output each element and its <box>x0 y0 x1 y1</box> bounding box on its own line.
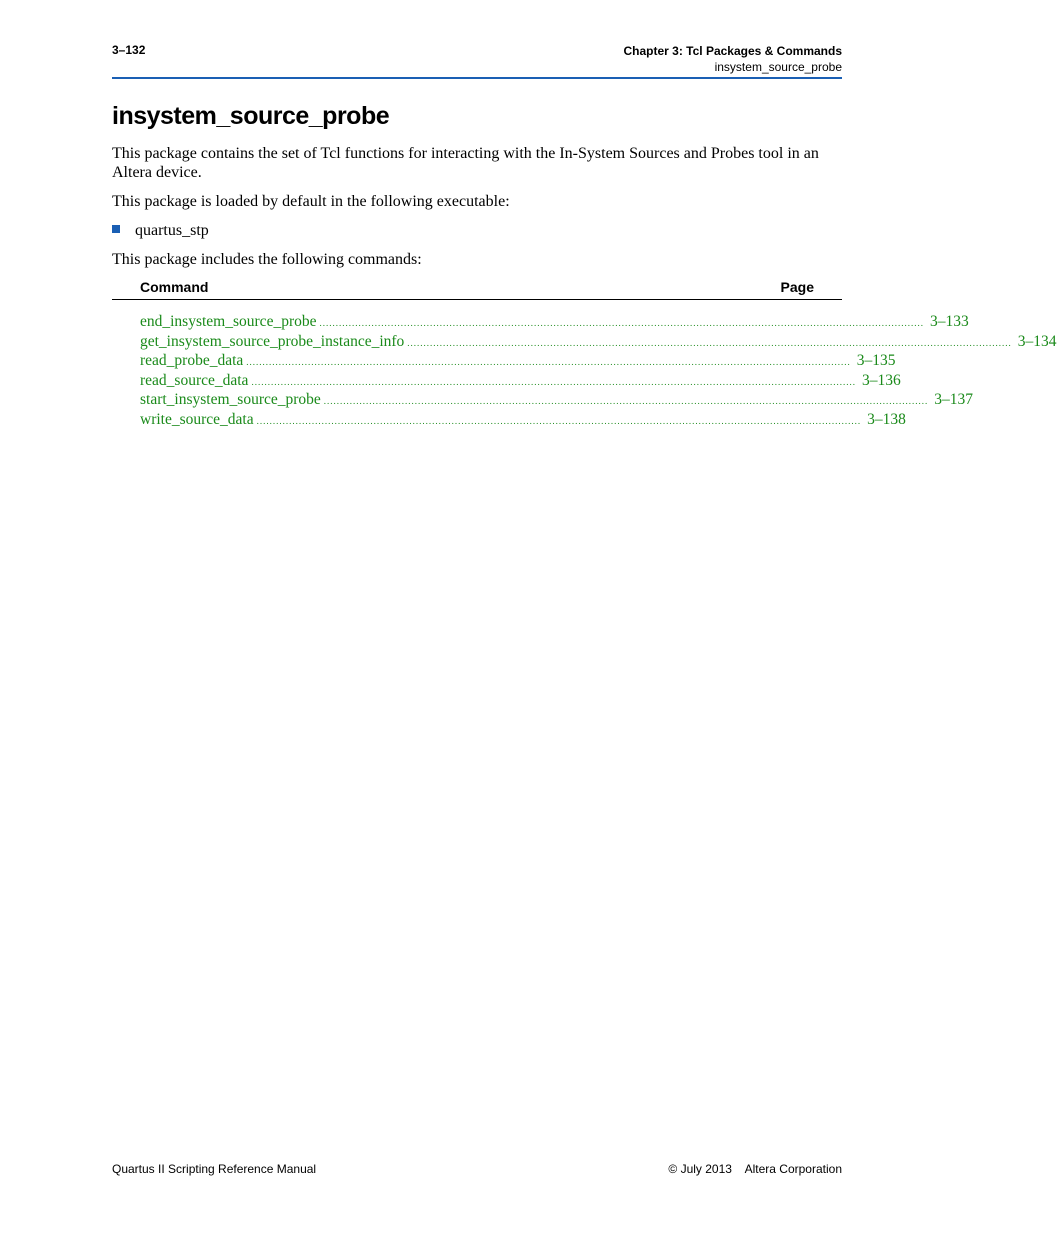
dot-leader: .......................................................................................................................................................................................... <box>256 415 862 426</box>
bullet-item <box>112 221 209 240</box>
command-link[interactable]: end_insystem_source_probe <box>140 313 317 330</box>
dot-leader: .......................................................................................................................................................................................... <box>251 376 856 387</box>
section-title: insystem_source_probe <box>714 60 842 74</box>
column-page: Page <box>780 279 814 295</box>
footer-manual-title: Quartus II Scripting Reference Manual <box>112 1162 317 1176</box>
command-list <box>140 313 1057 430</box>
table-row[interactable] <box>140 391 974 411</box>
table-row[interactable] <box>140 410 906 431</box>
table-header <box>112 278 842 300</box>
dot-leader: .......................................................................................................................................................................................... <box>407 337 1012 348</box>
table-row[interactable] <box>140 332 1057 353</box>
page-title: insystem_source_probe <box>112 102 390 130</box>
command-link[interactable]: write_source_data <box>140 410 254 428</box>
command-link[interactable]: read_probe_data <box>140 352 244 369</box>
page-link[interactable]: 3–138 <box>867 410 906 428</box>
footer-copyright: © July 2013 Altera Corporation <box>668 1162 842 1176</box>
page-number: 3–132 <box>112 43 146 57</box>
command-link[interactable]: start_insystem_source_probe <box>140 391 321 408</box>
loaded-paragraph: This package is loaded by default in the following executable: <box>112 193 510 210</box>
dot-leader: .......................................................................................................................................................................................... <box>323 396 929 406</box>
intro-paragraph: This package contains the set of Tcl functions for interacting with the In-System Sources and Probes tool in an Altera device. <box>112 145 819 181</box>
dot-leader: .......................................................................................................................................................................................... <box>319 318 924 328</box>
page-link[interactable]: 3–134 <box>1017 332 1057 350</box>
command-link[interactable]: get_insystem_source_probe_instance_info <box>140 332 405 350</box>
bullet-square-icon <box>112 225 120 233</box>
column-command: Command <box>140 279 209 295</box>
page-link[interactable]: 3–137 <box>934 391 974 408</box>
table-row[interactable] <box>140 313 969 333</box>
command-link[interactable]: read_source_data <box>140 371 249 389</box>
running-header <box>623 43 842 75</box>
includes-paragraph: This package includes the following commands: <box>112 251 422 268</box>
page-link[interactable]: 3–136 <box>861 371 901 389</box>
page-link[interactable]: 3–135 <box>856 352 896 369</box>
chapter-title: Chapter 3: Tcl Packages & Commands <box>623 44 842 58</box>
table-row[interactable] <box>140 352 896 372</box>
bullet-text: quartus_stp <box>135 222 209 239</box>
table-row[interactable] <box>140 371 901 392</box>
dot-leader: .......................................................................................................................................................................................... <box>246 357 851 367</box>
page-link[interactable]: 3–133 <box>930 313 969 330</box>
header-rule <box>112 77 842 79</box>
